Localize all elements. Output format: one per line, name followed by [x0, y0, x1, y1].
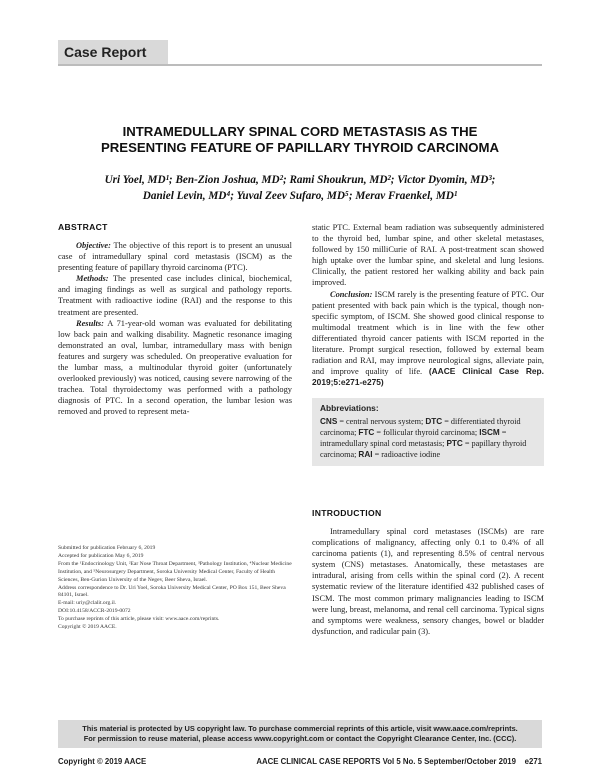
abbr-def: follicular thyroid carcinoma	[383, 427, 475, 437]
notice-line-1: This material is protected by US copyright law. To purchase commercial reprints of this article, visit www.aace.com/reprints.	[82, 724, 518, 733]
abbr-def: central nervous system	[346, 416, 422, 426]
introduction-heading: INTRODUCTION	[312, 508, 382, 518]
abbr-def: papillary thyroid carcinoma	[320, 439, 527, 460]
abbr-def: radioactive iodine	[381, 450, 441, 460]
abstract-citation: (AACE Clinical Case Rep. 2019;5:e271-e275)	[312, 366, 544, 388]
right-column	[312, 222, 544, 466]
article-type-label: Case Report	[58, 40, 168, 64]
introduction-section	[312, 508, 544, 637]
header-rule	[58, 64, 542, 66]
objective-label: Objective:	[76, 241, 111, 250]
article-title	[58, 124, 542, 156]
copyright-notice-box	[58, 720, 542, 748]
footer-journal-info: AACE CLINICAL CASE REPORTS Vol 5 No. 5 September/October 2019 e271	[256, 757, 542, 766]
article-footnotes	[58, 545, 294, 632]
author-list	[58, 172, 542, 204]
title-line-2: PRESENTING FEATURE OF PAPILLARY THYROID CARCINOMA	[100, 140, 500, 155]
abbr-term: PTC	[446, 439, 463, 449]
footnote-submitted: Submitted for publication February 6, 2019	[58, 545, 156, 551]
methods-text: The presented case includes clinical, biochemical, and imaging findings as well as surgical and pathology reports. Treatment with radioactive iodine (RAI) and the response to this treatment are presented.	[58, 274, 292, 317]
abstract-methods	[58, 273, 292, 317]
abbr-term: DTC	[425, 416, 443, 426]
abstract-objective	[58, 240, 292, 273]
abbreviations-box	[312, 398, 544, 466]
footer-copyright: Copyright © 2019 AACE	[58, 757, 147, 766]
abstract-heading: ABSTRACT	[58, 222, 108, 232]
footnote-copyright: Copyright © 2019 AACE.	[58, 624, 117, 631]
authors-line-2: Daniel Levin, MD⁴; Yuval Zeev Sufaro, MD⁵; Merav Fraenkel, MD¹	[142, 190, 458, 202]
conclusion-text: ISCM rarely is the presenting feature of PTC. Our patient presented with back pain which is the typical, though non-specific symptom, of ISCM. She showed good clinical response to multimodal treatment which is in line with the few other differentiated thyroid cancer patients with ISCM reported in the literature. Prompt surgical resection, followed by external beam radiation and RAI, may improve neurological signs, alleviate pain, and improve quality of life.	[312, 289, 544, 377]
methods-label: Methods:	[76, 274, 109, 284]
abbr-term: FTC	[358, 427, 375, 437]
abstract-results	[58, 318, 292, 418]
abbr-def: differentiated thyroid carcinoma	[320, 416, 521, 437]
abbr-term: ISCM	[479, 427, 500, 437]
abbr-term: RAI	[358, 450, 373, 460]
footnote-address: Address correspondence to Dr. Uri Yoel, Soroka University Medical Center, PO Box 151, Beer Sheva 84101, Israel.	[58, 584, 286, 599]
abstract-conclusion	[312, 289, 544, 389]
footnote-email: E-mail: uriy@clalit.org.il.	[58, 600, 117, 607]
conclusion-label: Conclusion:	[330, 289, 373, 299]
abbreviations-heading: Abbreviations:	[320, 403, 379, 414]
footnote-reprints: To purchase reprints of this article, please visit: www.aace.com/reprints.	[58, 616, 220, 623]
left-column	[58, 222, 292, 418]
results-text: A 71-year-old woman was evaluated for debilitating low back pain and walking disability. Magnetic resonance imaging demonstrated an oval, lumbar, intramedullary mass with benign features and surgery was scheduled. On preoperative evaluation for the lumbar mass, a multinodular thyroid goiter (unfortunately overlooked previously) was noticed, causing severe narrowing of the trachea. Total thyroidectomy was performed with a pathology diagnosis of PTC. In a second operation, the lumbar lesion was removed and proved to represent meta-	[58, 318, 292, 417]
abbreviations-list: CNS = central nervous system; DTC = differentiated thyroid carcinoma; FTC = follicular thyroid carcinoma; ISCM = intramedullary spinal cord metastasis; PTC = papillary thyroid carcinoma; RAI = radioactive iodine	[320, 416, 527, 460]
title-line-1: INTRAMEDULLARY SPINAL CORD METASTASIS AS THE	[122, 124, 478, 139]
introduction-text: Intramedullary spinal cord metastases (ISCMs) are rare complications of malignancy, affecting only 0.1 to 0.4% of all carcinoma patients (1), and representing 8.5% of central nervous system (CNS) metastases. Anatomically, these metastases are intradural, arising from cells within the spinal cord (2). A recent systematic review of the literature identified 432 published cases of ISCM. The most common primary malignancies leading to ISCM were lung, breast, melanoma, and renal cell carcinoma. Typical signs and symptoms were weakness, sensory changes, bowel or bladder dysfunction, and radicular pain (3).	[312, 527, 544, 636]
authors-line-1: Uri Yoel, MD¹; Ben-Zion Joshua, MD²; Rami Shoukrun, MD²; Victor Dyomin, MD³;	[104, 174, 496, 186]
results-label: Results:	[76, 318, 104, 328]
objective-text: The objective of this report is to present an unusual case of intramedullary spinal cord metastasis (ISCM) as the presenting feature of papillary thyroid carcinoma (PTC).	[58, 241, 292, 273]
notice-line-2: For permission to reuse material, please access www.copyright.com or contact the Copyright Clearance Center, Inc. (CCC).	[83, 734, 517, 743]
abbr-term: CNS	[320, 416, 338, 426]
abstract-results-continued: static PTC. External beam radiation was subsequently administered to the thyroid bed, lumbar spine, and other skeletal metastases, followed by 150 milliCurie of RAI. A post-treatment scan showed high uptake over the lumbar spine, and skeletal and lung lesions. Clinically, the patient restored her walking ability and back pain improved.	[312, 223, 544, 288]
footnote-doi: DOI:10.4158/ACCR-2019-0072	[58, 608, 131, 615]
footnote-affiliations: From the ¹Endocrinology Unit, ²Ear Nose Throat Department, ³Pathology Institution, ⁴Nuclear Medicine Institution, and ⁵Neurosurgery Department, Soroka University Medical Center, Faculty of Health Sciences, Ben-Gurion University of the Negev, Beer Sheva, Israel.	[58, 560, 292, 583]
abbr-def: intramedullary spinal cord metastasis	[320, 439, 443, 449]
page-footer	[58, 757, 542, 769]
footnote-accepted: Accepted for publication May 6, 2019	[58, 552, 144, 559]
